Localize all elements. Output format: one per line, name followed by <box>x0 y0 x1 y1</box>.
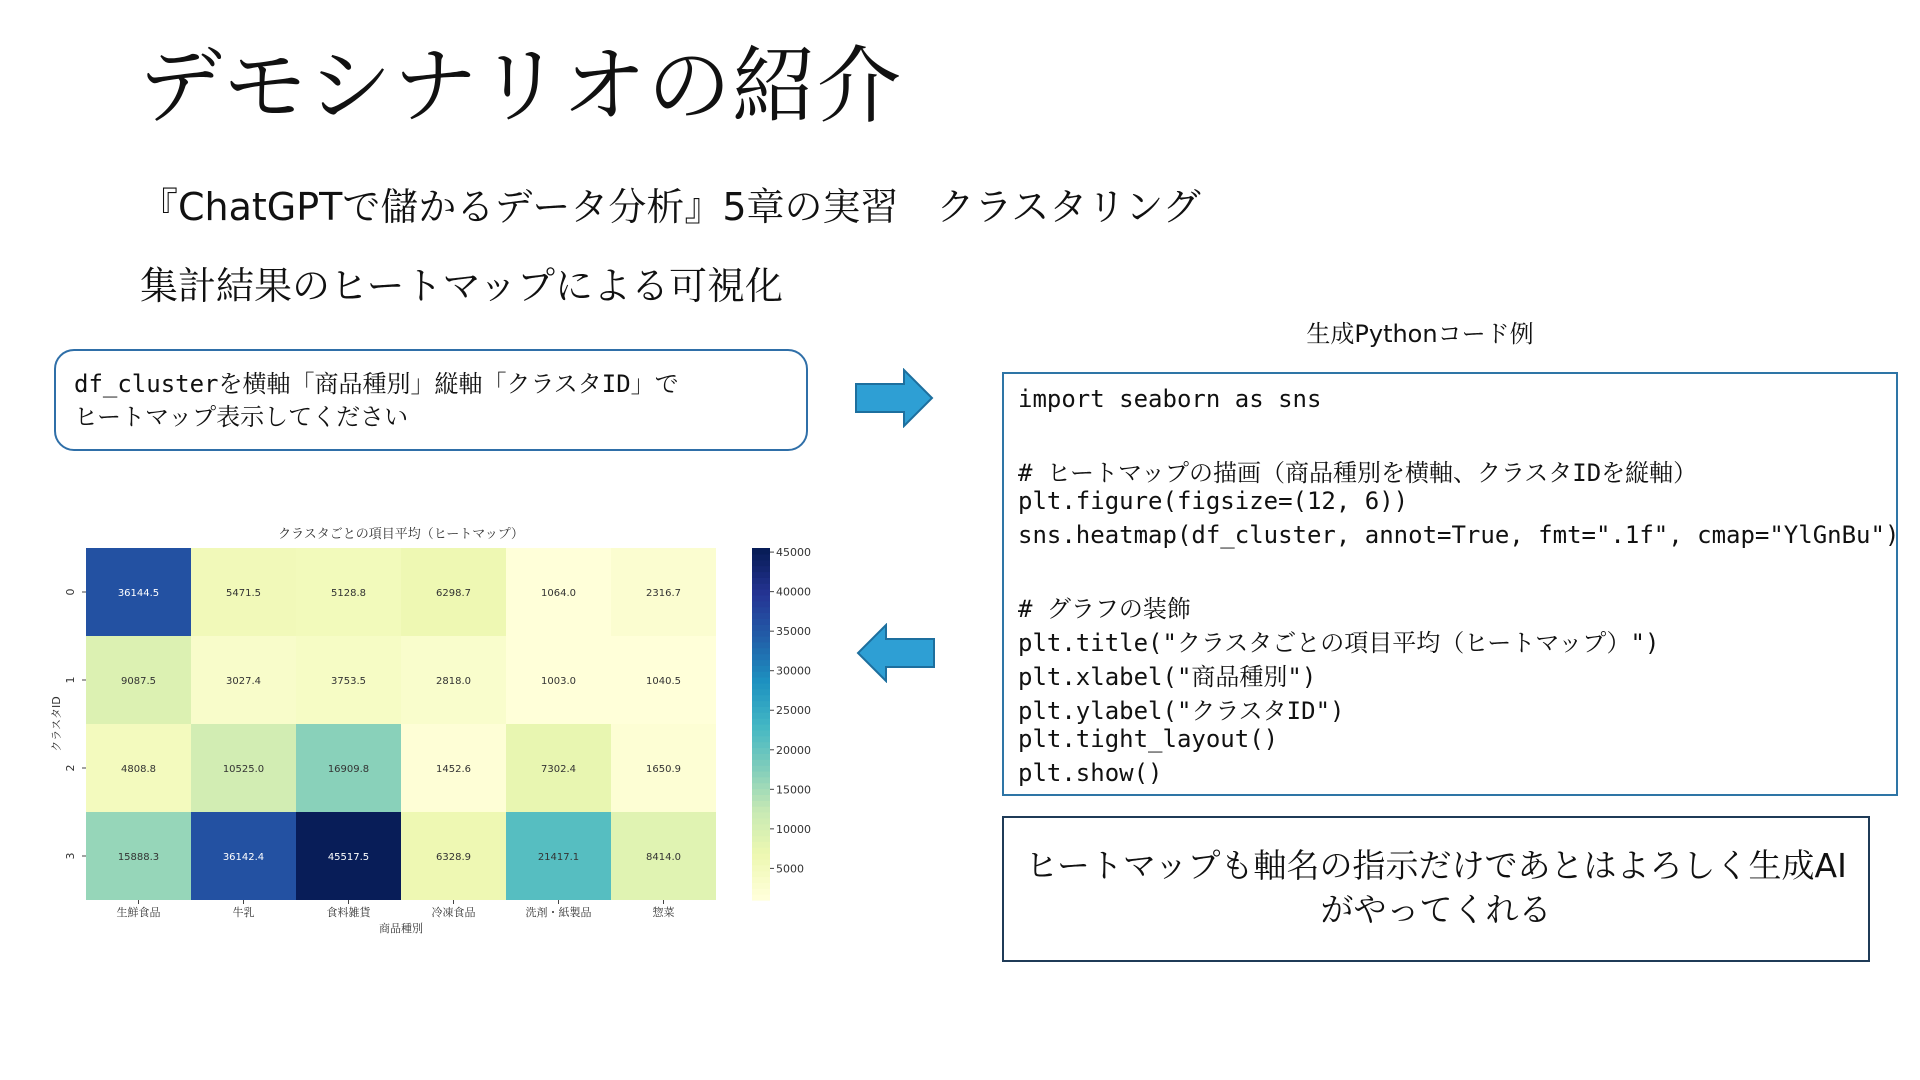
colorbar-segment <box>752 835 770 841</box>
colorbar-segment <box>752 783 770 789</box>
colorbar-segment <box>752 607 770 613</box>
cell-label: 1064.0 <box>541 588 576 599</box>
colorbar-segment <box>752 800 770 806</box>
x-tick-label: 洗剤・紙製品 <box>525 906 592 919</box>
code-line: plt.tight_layout() <box>1018 725 1279 753</box>
colorbar-segment <box>752 824 770 830</box>
colorbar-tick-label: 35000 <box>776 625 811 639</box>
colorbar-segment <box>752 894 770 900</box>
prompt-line-2: ヒートマップ表示してください <box>74 403 409 431</box>
chart-title: クラスタごとの項目平均（ヒートマップ） <box>278 527 524 542</box>
code-line: # グラフの装飾 <box>1018 595 1191 623</box>
code-line: plt.title("クラスタごとの項目平均（ヒートマップ）") <box>1018 629 1660 657</box>
colorbar-segment <box>752 812 770 818</box>
colorbar-segment <box>752 654 770 660</box>
colorbar-segment <box>752 701 770 707</box>
cell-label: 45517.5 <box>327 852 370 863</box>
x-tick-label: 牛乳 <box>232 906 255 919</box>
colorbar-segment <box>752 577 770 583</box>
x-tick-label: 惣菜 <box>652 906 675 919</box>
cell-label: 4808.8 <box>121 764 156 775</box>
colorbar-segment <box>752 689 770 695</box>
colorbar-tick-label: 30000 <box>776 664 811 678</box>
colorbar-segment <box>752 742 770 748</box>
colorbar-segment <box>752 706 770 712</box>
code-line: plt.figure(figsize=(12, 6)) <box>1018 487 1409 515</box>
code-line: import seaborn as sns <box>1018 385 1322 413</box>
cell-label: 3753.5 <box>331 676 366 687</box>
colorbar-segment <box>752 595 770 601</box>
code-caption: 生成Pythonコード例 <box>1306 320 1534 348</box>
colorbar-segment <box>752 571 770 577</box>
y-tick-label: 1 <box>64 676 77 684</box>
cell-label: 6298.7 <box>436 588 471 599</box>
colorbar-segment <box>752 724 770 730</box>
colorbar-segment <box>752 841 770 847</box>
heatmap-chart <box>50 520 830 940</box>
cell-label: 3027.4 <box>226 676 261 687</box>
cell-label: 36144.5 <box>117 588 160 599</box>
colorbar-segment <box>752 677 770 683</box>
colorbar-segment <box>752 712 770 718</box>
colorbar-segment <box>752 865 770 871</box>
colorbar-tick-label: 10000 <box>776 822 811 836</box>
arrow-left-icon <box>854 623 936 683</box>
cell-label: 9087.5 <box>121 676 156 687</box>
colorbar-segment <box>752 888 770 894</box>
colorbar-segment <box>752 671 770 677</box>
colorbar-segment <box>752 753 770 759</box>
x-tick-label: 食料雑貨 <box>326 906 371 919</box>
colorbar-segment <box>752 618 770 624</box>
colorbar-tick-label: 20000 <box>776 743 811 757</box>
colorbar-segment <box>752 560 770 566</box>
colorbar-segment <box>752 747 770 753</box>
x-tick-label: 冷凍食品 <box>431 906 476 919</box>
colorbar-segment <box>752 624 770 630</box>
cell-label: 6328.9 <box>436 852 471 863</box>
cell-label: 1003.0 <box>541 676 576 687</box>
colorbar-segment <box>752 583 770 589</box>
cell-label: 15888.3 <box>117 852 160 863</box>
code-line: plt.xlabel("商品種別") <box>1018 663 1317 691</box>
colorbar-tick-label: 5000 <box>776 862 804 876</box>
cell-label: 1452.6 <box>436 764 471 775</box>
slide-subtitle-chapter: 『ChatGPTで儲かるデータ分析』5章の実習 クラスタリング <box>140 185 1201 229</box>
colorbar-segment <box>752 806 770 812</box>
colorbar-segment <box>752 695 770 701</box>
code-line: plt.show() <box>1018 759 1163 787</box>
colorbar-segment <box>752 859 770 865</box>
colorbar-segment <box>752 665 770 671</box>
x-axis-label: 商品種別 <box>379 922 423 935</box>
colorbar-segment <box>752 777 770 783</box>
colorbar-segment <box>752 736 770 742</box>
colorbar-segment <box>752 882 770 888</box>
cell-label: 8414.0 <box>646 852 681 863</box>
code-line: sns.heatmap(df_cluster, annot=True, fmt=".1f", cmap="YlGnBu") <box>1018 521 1900 549</box>
code-line: plt.ylabel("クラスタID") <box>1018 697 1345 725</box>
colorbar-segment <box>752 613 770 619</box>
cell-label: 7302.4 <box>541 764 576 775</box>
cell-label: 10525.0 <box>222 764 265 775</box>
colorbar-segment <box>752 630 770 636</box>
colorbar-segment <box>752 771 770 777</box>
colorbar-tick-label: 45000 <box>776 546 811 560</box>
cell-label: 2818.0 <box>436 676 471 687</box>
colorbar-segment <box>752 659 770 665</box>
colorbar-segment <box>752 642 770 648</box>
colorbar-segment <box>752 648 770 654</box>
colorbar-segment <box>752 554 770 560</box>
cell-label: 36142.4 <box>222 852 265 863</box>
cell-label: 1040.5 <box>646 676 681 687</box>
y-tick-label: 3 <box>64 852 77 860</box>
code-line: # ヒートマップの描画（商品種別を横軸、クラスタIDを縦軸） <box>1018 459 1698 487</box>
note-text: ヒートマップも軸名の指示だけであとはよろしく生成AIがやってくれる <box>1025 846 1847 929</box>
colorbar-segment <box>752 601 770 607</box>
colorbar-segment <box>752 789 770 795</box>
prompt-text <box>74 368 794 434</box>
cell-label: 16909.8 <box>327 764 370 775</box>
slide-subtitle-topic: 集計結果のヒートマップによる可視化 <box>140 264 783 308</box>
colorbar-segment <box>752 548 770 554</box>
cell-label: 5471.5 <box>226 588 261 599</box>
arrow-right-icon <box>854 368 936 428</box>
cell-label: 1650.9 <box>646 764 681 775</box>
x-tick-label: 生鮮食品 <box>116 906 161 919</box>
colorbar-segment <box>752 636 770 642</box>
colorbar-segment <box>752 877 770 883</box>
colorbar-segment <box>752 853 770 859</box>
colorbar-tick-label: 15000 <box>776 783 811 797</box>
colorbar-segment <box>752 830 770 836</box>
colorbar-segment <box>752 589 770 595</box>
colorbar-segment <box>752 730 770 736</box>
colorbar-segment <box>752 818 770 824</box>
colorbar-segment <box>752 794 770 800</box>
cell-label: 2316.7 <box>646 588 681 599</box>
colorbar-tick-label: 40000 <box>776 585 811 599</box>
colorbar-segment <box>752 871 770 877</box>
colorbar-segment <box>752 765 770 771</box>
y-axis-label: クラスタID <box>50 696 63 752</box>
cell-label: 5128.8 <box>331 588 366 599</box>
colorbar-segment <box>752 759 770 765</box>
prompt-line-1: df_clusterを横軸「商品種別」縦軸「クラスタID」で <box>74 370 679 398</box>
colorbar-tick-label: 25000 <box>776 704 811 718</box>
y-tick-label: 0 <box>64 588 77 596</box>
colorbar-segment <box>752 847 770 853</box>
slide-title: デモシナリオの紹介 <box>138 37 903 135</box>
colorbar-segment <box>752 566 770 572</box>
cell-label: 21417.1 <box>537 852 580 863</box>
colorbar-segment <box>752 718 770 724</box>
y-tick-label: 2 <box>64 764 77 772</box>
colorbar-segment <box>752 683 770 689</box>
